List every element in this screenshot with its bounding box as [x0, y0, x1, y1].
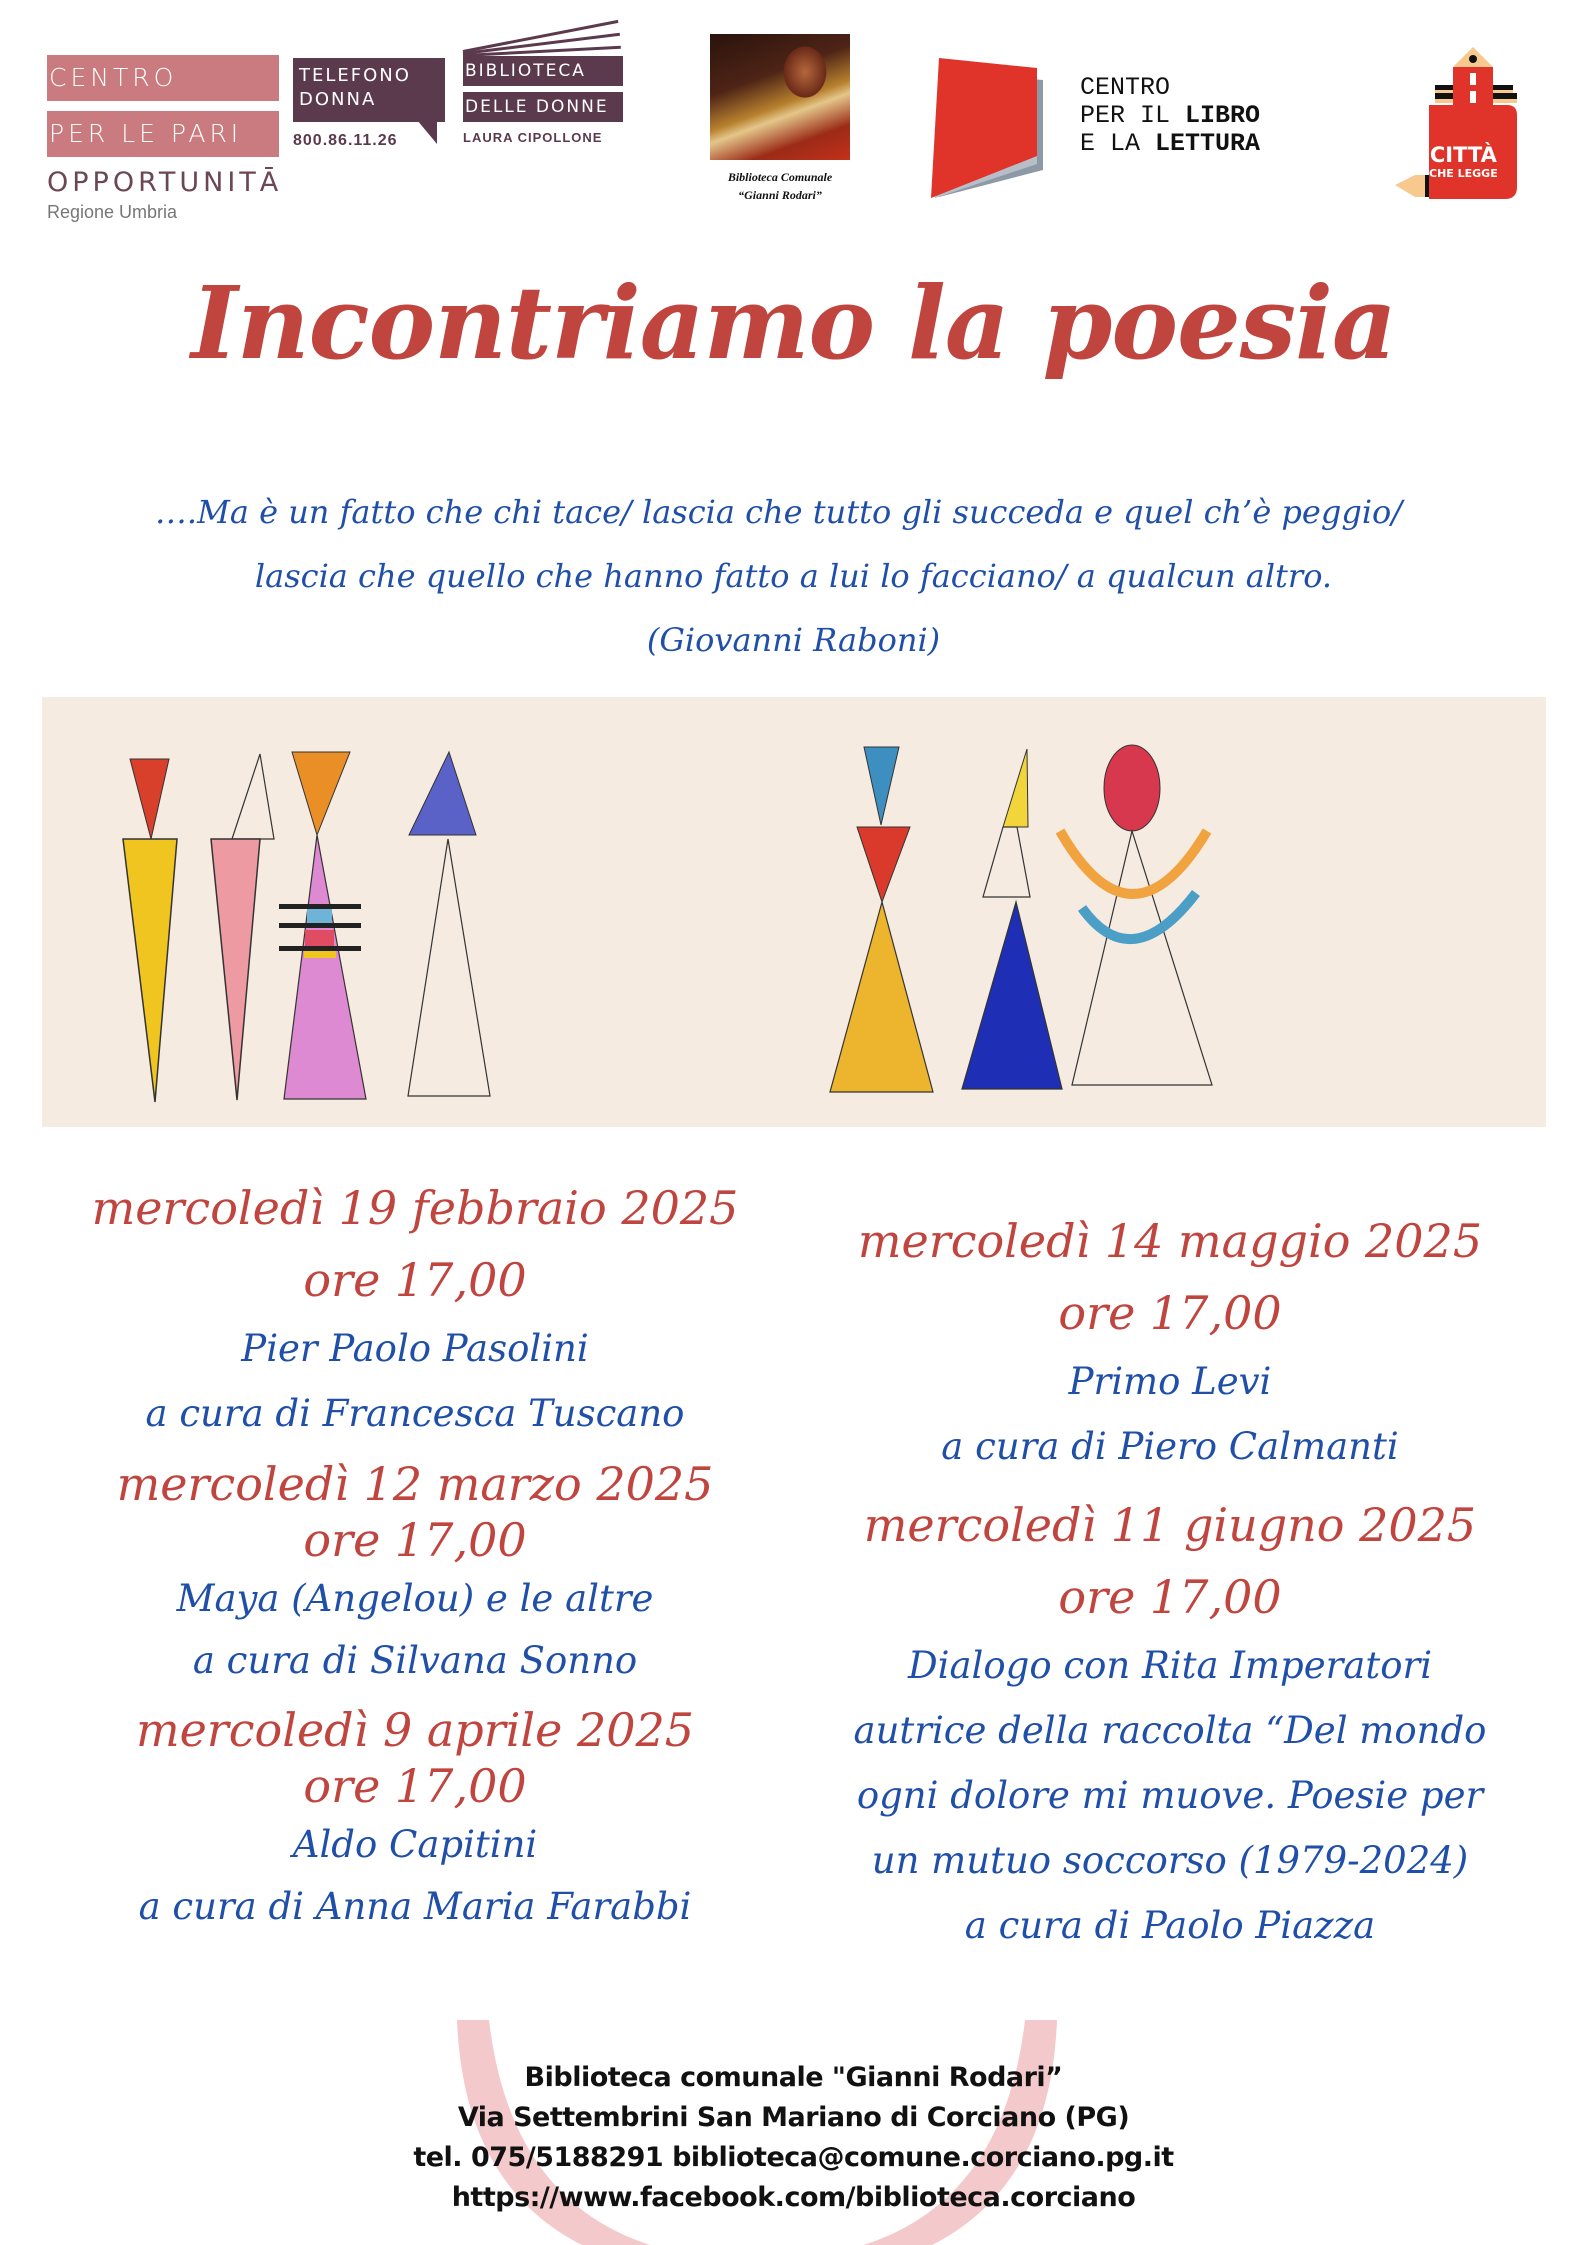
- triangle-figures-icon: [42, 697, 1546, 1127]
- event-subject-line: un mutuo soccorso (1979-2024): [871, 1839, 1469, 1882]
- event-curator: a cura di Francesca Tuscano: [145, 1392, 685, 1435]
- open-book-icon: [925, 52, 1075, 202]
- footer-address: Via Settembrini San Mariano di Corciano (PG): [457, 2102, 1130, 2133]
- logo-cepell-line3: E LA LETTURA: [1080, 129, 1261, 158]
- page-title: Incontriamo la poesia: [191, 264, 1396, 382]
- event-subject: Aldo Capitini: [292, 1823, 538, 1866]
- event-item: [40, 1172, 790, 1446]
- event-item: [40, 1456, 790, 1692]
- quote-line-1: ….Ma è un fatto che chi tace/ lascia che tutto gli succeda e quel ch’è peggio/: [154, 493, 1403, 531]
- logo-tel-line2: DONNA: [299, 89, 377, 110]
- quote-line-2: lascia che quello che hanno fatto a lui lo facciano/ a qualcun altro.: [254, 557, 1333, 595]
- footer-contacts[interactable]: tel. 075/5188291 biblioteca@comune.corciano.pg.it: [413, 2142, 1174, 2173]
- contact-footer: [0, 2058, 1587, 2218]
- tower-book-icon: [1395, 45, 1545, 205]
- event-subject-line: ogni dolore mi muove. Poesie per: [856, 1774, 1484, 1817]
- logo-bib-line2: DELLE DONNE: [463, 92, 623, 122]
- event-item: [790, 1489, 1550, 1958]
- logo-rodari-caption: [710, 168, 850, 204]
- poem-quote: [0, 480, 1587, 672]
- reading-woman-painting-image: [710, 34, 850, 160]
- logo-tel-phone: 800.86.11.26: [293, 132, 398, 149]
- logo-cepell-line2: PER IL LIBRO: [1080, 101, 1261, 130]
- event-date: mercoledì 11 giugno 2025: [863, 1498, 1477, 1552]
- speech-bubble-icon: [293, 58, 445, 122]
- event-item: [40, 1702, 790, 1938]
- event-date: mercoledì 12 marzo 2025: [116, 1457, 714, 1511]
- events-column-left: [40, 1172, 790, 1948]
- quote-author: (Giovanni Raboni): [646, 621, 941, 659]
- logo-biblioteca-delle-donne: [463, 20, 623, 145]
- logo-bib-line1: BIBLIOTECA: [463, 56, 623, 86]
- logo-bib-subtitle: LAURA CIPOLLONE: [463, 130, 603, 145]
- footer-facebook-link[interactable]: https://www.facebook.com/biblioteca.corciano: [451, 2182, 1136, 2213]
- event-time: ore 17,00: [303, 1253, 527, 1307]
- logo-citta-che-legge: [1395, 45, 1545, 205]
- event-item: [790, 1205, 1550, 1479]
- logo-citta-line1: CITTÀ: [1429, 143, 1497, 167]
- event-curator: a cura di Piero Calmanti: [941, 1425, 1399, 1468]
- logo-tel-line1: TELEFONO: [299, 65, 411, 86]
- logo-cpo-region: Regione Umbria: [47, 202, 178, 222]
- footer-library-name: Biblioteca comunale "Gianni Rodari”: [524, 2062, 1063, 2093]
- logo-cpo-line3: OPPORTUNITĀ: [47, 167, 283, 198]
- event-curator: a cura di Anna Maria Farabbi: [138, 1885, 692, 1928]
- event-date: mercoledì 9 aprile 2025: [135, 1703, 695, 1757]
- event-time: ore 17,00: [1058, 1570, 1282, 1624]
- event-date: mercoledì 19 febbraio 2025: [91, 1181, 739, 1235]
- event-time: ore 17,00: [1058, 1286, 1282, 1340]
- logo-rodari-caption-line2: “Gianni Rodari”: [738, 188, 822, 202]
- logo-cpo-line1: CENTRO: [47, 55, 279, 101]
- event-date: mercoledì 14 maggio 2025: [857, 1214, 1483, 1268]
- event-subject: Maya (Angelou) e le altre: [176, 1577, 654, 1620]
- event-subject-line: Dialogo con Rita Imperatori: [907, 1644, 1433, 1687]
- events-column-right: [790, 1205, 1550, 1968]
- event-subject: Primo Levi: [1068, 1360, 1272, 1403]
- logo-biblioteca-rodari: [710, 34, 850, 204]
- abstract-painting-image: [42, 697, 1546, 1127]
- logo-cepell-line1: CENTRO: [1080, 73, 1171, 102]
- event-subject-line: autrice della raccolta “Del mondo: [853, 1709, 1487, 1752]
- logo-cepell-text: [1080, 74, 1260, 158]
- speech-bubble-tail-icon: [417, 120, 437, 144]
- event-curator: a cura di Silvana Sonno: [192, 1639, 638, 1682]
- book-pages-icon: [463, 20, 623, 56]
- logo-citta-text: [1429, 145, 1498, 179]
- event-subject: Pier Paolo Pasolini: [241, 1327, 589, 1370]
- logo-cpo-line2: PER LE PARI: [47, 111, 279, 157]
- event-time: ore 17,00: [303, 1513, 527, 1567]
- logo-centro-pari-opportunita: [47, 55, 283, 223]
- event-time: ore 17,00: [303, 1759, 527, 1813]
- event-curator: a cura di Paolo Piazza: [964, 1904, 1376, 1947]
- logo-telefono-donna: [293, 58, 445, 150]
- logo-citta-line2: CHE LEGGE: [1429, 167, 1498, 180]
- logo-rodari-caption-line1: Biblioteca Comunale: [727, 170, 833, 184]
- logo-centro-libro-lettura: [925, 52, 1305, 202]
